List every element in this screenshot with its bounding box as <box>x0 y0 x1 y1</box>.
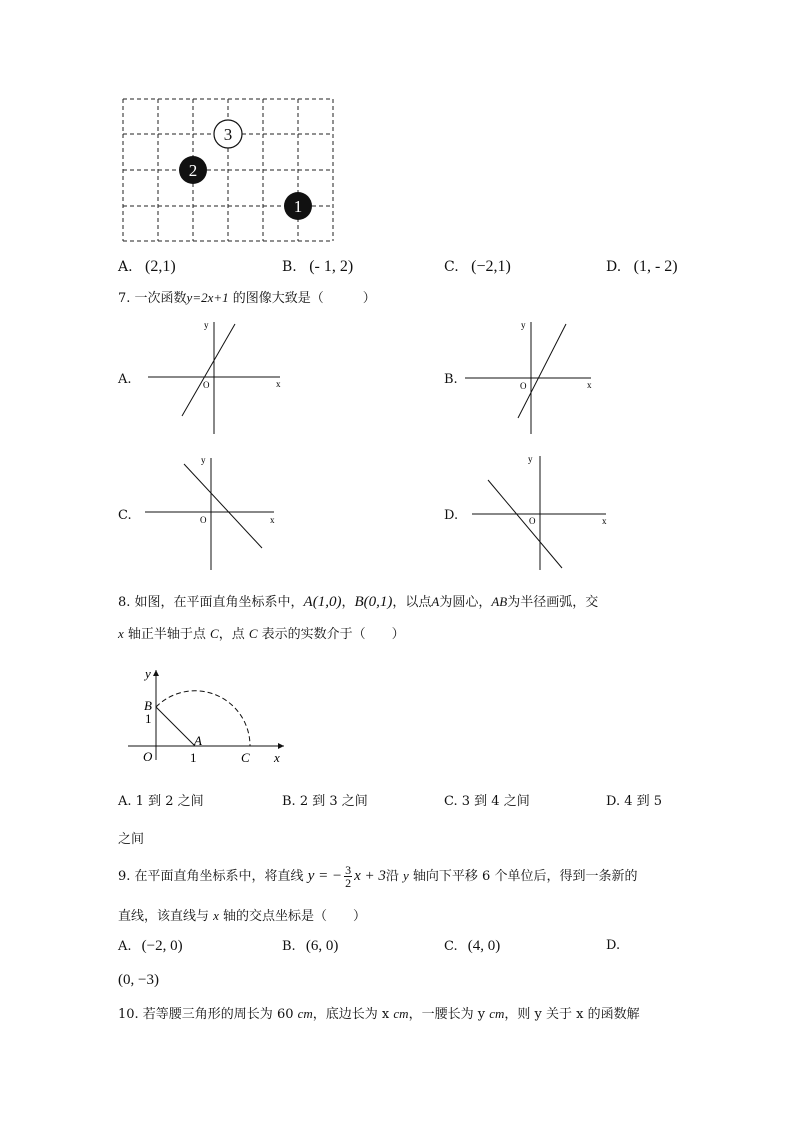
q8-option-d[interactable] <box>606 794 662 810</box>
q8-option-a-letter: A. <box>118 794 132 809</box>
q9-option-a-value: (−2, 0) <box>141 938 183 954</box>
q9-option-c[interactable] <box>444 938 500 955</box>
q9-y-var: y <box>403 868 409 883</box>
q9-frac-num: 3 <box>345 863 352 877</box>
q7c-y-label: y <box>201 455 206 465</box>
q8-o-label: O <box>143 749 153 764</box>
stone-3-label: 3 <box>223 125 233 144</box>
q6-option-c[interactable] <box>444 258 511 276</box>
q7c-origin-label: O <box>200 515 207 525</box>
q10-text-d: ，则 y 关于 x 的函数解 <box>504 1007 640 1022</box>
q8-option-d-text: 4 到 5 <box>624 794 663 809</box>
q7b-y-label: y <box>521 320 526 330</box>
q6-grid-figure <box>118 94 340 246</box>
q7a-x-label: x <box>276 379 281 389</box>
q8-option-d-wrap: 之间 <box>118 832 145 847</box>
q8-line2-c: ，点 <box>218 627 249 642</box>
q6-option-d-letter: D. <box>606 259 622 275</box>
q8-segment-ab <box>156 707 195 746</box>
q8-line1-c: 为圆心， <box>439 595 492 610</box>
q8-option-d-letter: D. <box>606 794 621 809</box>
q7-graph-b <box>463 316 603 438</box>
q7-graph-c <box>142 452 282 574</box>
q8-point-b: B(0,1) <box>354 594 393 610</box>
q7a-line <box>182 324 235 416</box>
q8-stem-line1 <box>118 594 598 611</box>
q10-text-b: ，底边长为 x <box>312 1007 394 1022</box>
q8-a-label: A <box>194 733 202 748</box>
q8-x-label: x <box>274 750 280 765</box>
q7d-y-label: y <box>528 454 533 464</box>
q7-option-d-letter[interactable]: D. <box>444 508 459 523</box>
q9-fraction <box>344 864 352 889</box>
q6-option-b-letter: B. <box>282 259 297 275</box>
q8-option-b-text: 2 到 3 之间 <box>299 794 368 809</box>
q8-a-var: A <box>431 594 440 609</box>
q9-option-d-wrap: (0, −3) <box>118 972 159 988</box>
q10-cm3: cm <box>489 1006 505 1021</box>
q9-option-b-value: (6, 0) <box>305 938 339 954</box>
stone-1-label: 1 <box>293 197 303 216</box>
q7a-origin-label: O <box>203 380 210 390</box>
q8-b-label: B <box>144 698 152 713</box>
q6-option-a[interactable] <box>118 258 176 276</box>
q10-stem <box>118 1006 640 1023</box>
q9-option-c-value: (4, 0) <box>467 938 501 954</box>
q8-c-var2: C <box>248 626 258 641</box>
q8-line1-d: 为半径画弧，交 <box>507 595 599 610</box>
q9-option-d-letter: D. <box>606 938 621 953</box>
q9-option-a-letter: A. <box>118 939 132 954</box>
q8-line1-a: 8. 如图，在平面直角坐标系中， <box>118 595 304 610</box>
q6-option-d[interactable] <box>606 258 678 276</box>
q8-point-a: A(1,0) <box>303 594 342 610</box>
q9-line1-b: 沿 <box>385 869 404 884</box>
q9-line2-a: 直线，该直线与 <box>118 909 214 924</box>
q8-option-b[interactable] <box>282 794 368 810</box>
q8-option-b-letter: B. <box>282 794 296 809</box>
stone-2 <box>179 156 207 184</box>
q7c-line <box>184 464 262 548</box>
q7-stem-suffix: 的图像大致是（ ） <box>228 291 376 306</box>
q7-stem <box>118 290 376 307</box>
q7-option-a-letter[interactable]: A. <box>118 372 132 387</box>
q10-cm2: cm <box>393 1006 409 1021</box>
q8-sep: ， <box>341 595 355 610</box>
q6-option-c-letter: C. <box>444 259 459 275</box>
q7-option-b-letter[interactable]: B. <box>444 372 458 387</box>
q7-stem-formula: y=2x+1 <box>186 290 229 305</box>
q9-option-c-letter: C. <box>444 939 458 954</box>
stone-3 <box>214 120 242 148</box>
q9-line2-b: 轴的交点坐标是（ ） <box>218 909 367 924</box>
q8-option-c[interactable] <box>444 794 530 810</box>
q7a-y-label: y <box>204 320 209 330</box>
q8-line1-b: ，以点 <box>392 595 432 610</box>
q9-line1-a: 9. 在平面直角坐标系中，将直线 <box>118 869 304 884</box>
q10-cm1: cm <box>297 1006 313 1021</box>
q7-graph-d <box>470 452 610 574</box>
q7-graph-a <box>146 316 286 438</box>
q6-option-a-letter: A. <box>118 259 133 275</box>
q8-line2-a: x <box>118 626 124 641</box>
q9-x-var: x <box>213 908 219 923</box>
q8-figure <box>124 660 294 770</box>
q8-arc <box>156 691 250 746</box>
q6-option-b[interactable] <box>282 258 353 276</box>
q9-option-d[interactable] <box>606 938 620 954</box>
q8-option-a[interactable] <box>118 794 204 810</box>
q8-option-c-letter: C. <box>444 794 458 809</box>
q8-y-label: y <box>145 666 151 681</box>
q8-line2-b: 轴正半轴于点 <box>123 627 211 642</box>
q8-one-x-label: 1 <box>190 750 197 765</box>
q8-c-var: C <box>210 626 219 641</box>
q9-option-b[interactable] <box>282 938 338 955</box>
q9-line1-c: 轴向下平移 6 个单位后，得到一条新的 <box>408 869 638 884</box>
q7c-x-label: x <box>270 515 275 525</box>
q8-line2-d: 表示的实数介于（ ） <box>257 627 405 642</box>
q8-ab-var: AB <box>491 594 508 609</box>
q10-text-c: ，一腰长为 y <box>408 1007 490 1022</box>
q7d-line <box>488 480 562 568</box>
q8-c-label: C <box>241 750 250 765</box>
stone-1 <box>284 192 312 220</box>
q7d-x-label: x <box>602 516 607 526</box>
q6-option-a-value: (2,1) <box>145 258 176 275</box>
q9-option-b-letter: B. <box>282 939 296 954</box>
q6-option-b-value: (- 1, 2) <box>309 258 354 275</box>
q6-option-d-value: (1, - 2) <box>633 258 678 275</box>
stone-2-label: 2 <box>188 161 198 180</box>
q9-formula-left: y = − <box>307 868 343 884</box>
q9-stem-line2 <box>118 908 366 925</box>
q7b-x-label: x <box>587 380 592 390</box>
q7-option-c-letter[interactable]: C. <box>118 508 132 523</box>
q8-stem-line2 <box>118 626 405 643</box>
q7d-origin-label: O <box>529 516 536 526</box>
q8-option-a-text: 1 到 2 之间 <box>135 794 204 809</box>
q7b-line <box>518 324 566 418</box>
q8-option-c-text: 3 到 4 之间 <box>461 794 530 809</box>
q9-option-a[interactable] <box>118 938 183 955</box>
q7b-origin-label: O <box>520 381 527 391</box>
q8-one-y-label: 1 <box>145 711 152 726</box>
q9-frac-den: 2 <box>345 876 352 890</box>
q7-stem-prefix: 7. 一次函数 <box>118 291 187 306</box>
q9-stem-line1 <box>118 864 637 889</box>
q6-option-c-value: (−2,1) <box>471 258 511 275</box>
q9-formula-right: x + 3 <box>354 868 386 884</box>
q10-text-a: 10. 若等腰三角形的周长为 60 <box>118 1007 298 1022</box>
